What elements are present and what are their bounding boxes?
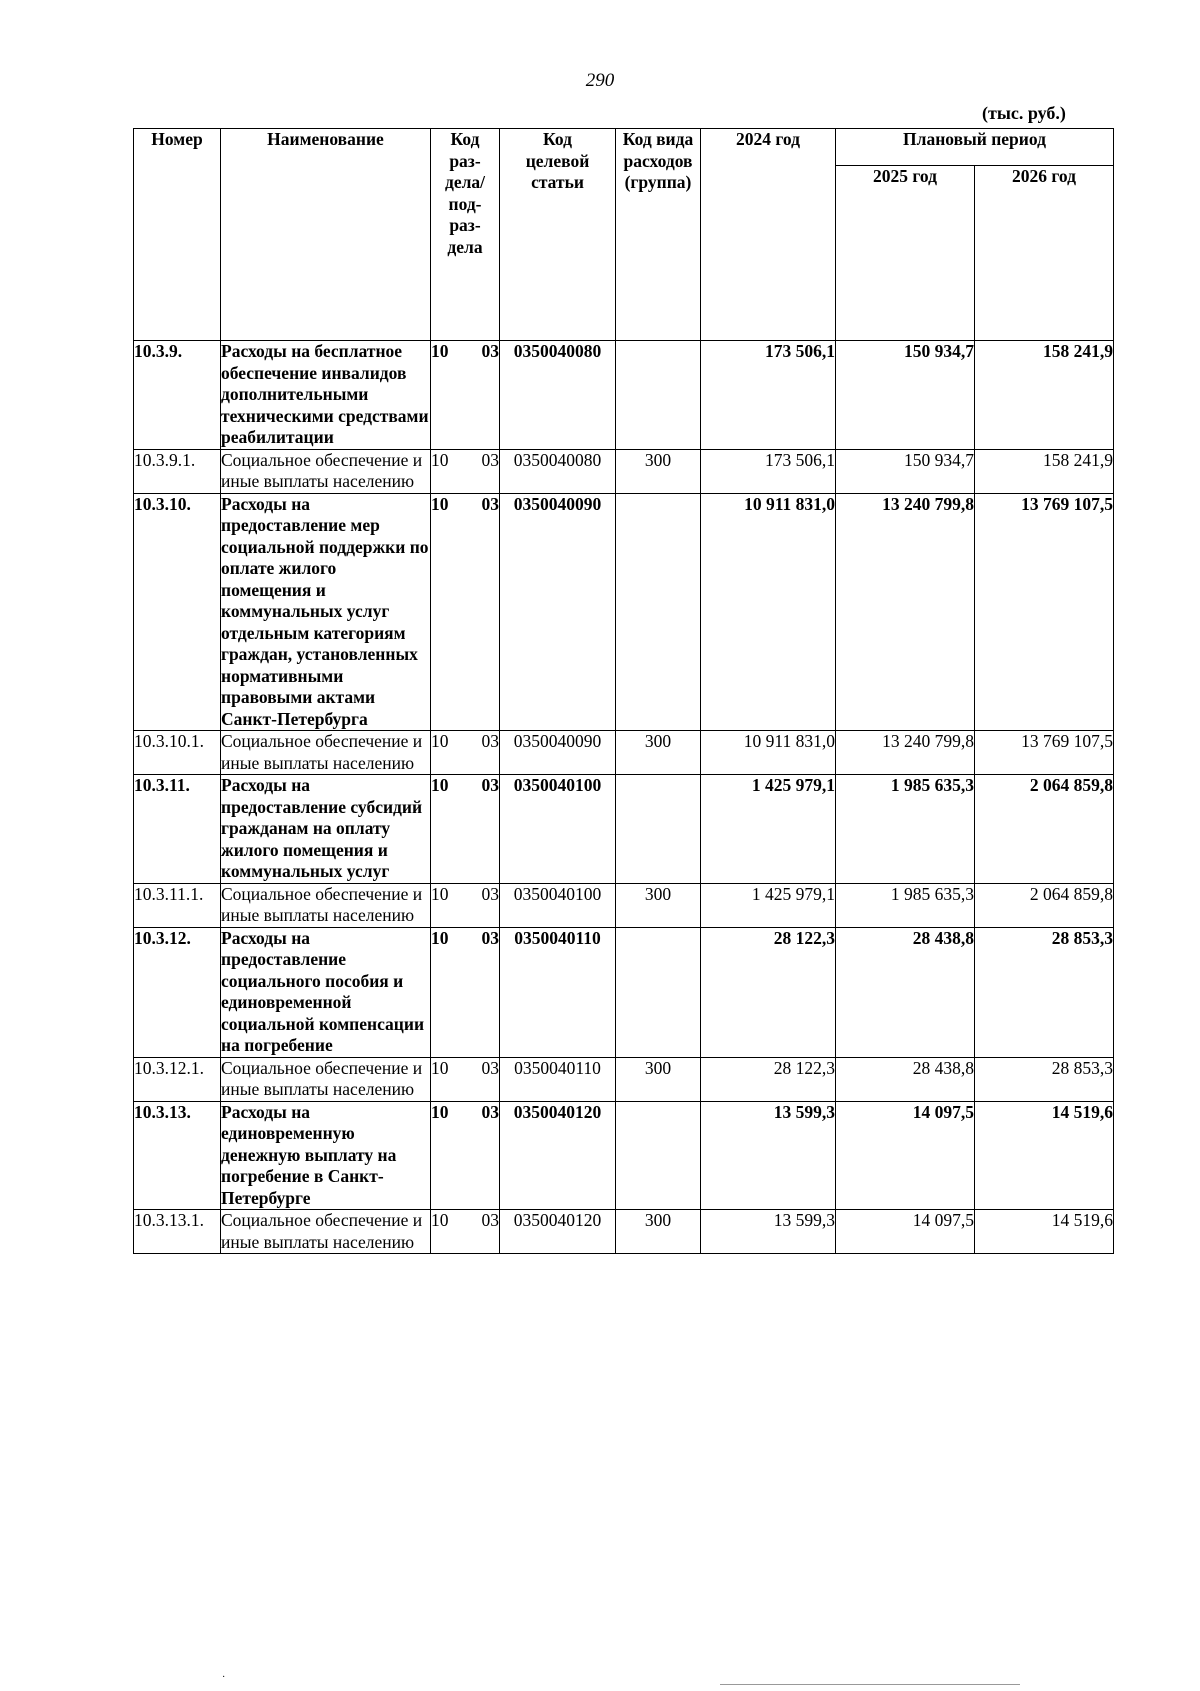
row-subsection: 03 (481, 775, 499, 795)
row-target-code: 0350040120 (500, 1210, 616, 1254)
row-name: Социальное обеспечение и иные выплаты населению (221, 731, 431, 775)
row-amount-2026: 28 853,3 (975, 1057, 1114, 1101)
table-body (134, 341, 1114, 1254)
row-amount-2025: 28 438,8 (836, 1057, 975, 1101)
row-amount-2025: 13 240 799,8 (836, 493, 975, 731)
row-expense-type (616, 341, 701, 450)
row-amount-2026: 158 241,9 (975, 449, 1114, 493)
row-amount-2026: 158 241,9 (975, 341, 1114, 450)
row-amount-2025: 14 097,5 (836, 1210, 975, 1254)
row-expense-type (616, 775, 701, 884)
row-target-code: 0350040120 (500, 1101, 616, 1210)
row-section: 10 (431, 493, 449, 514)
row-subsection: 03 (481, 449, 499, 470)
row-number: 10.3.9. (134, 341, 221, 450)
row-subsection: 03 (481, 927, 499, 948)
row-section-code (431, 775, 500, 884)
row-section-code (431, 1210, 500, 1254)
row-number: 10.3.10. (134, 493, 221, 731)
row-subsection: 03 (481, 731, 499, 751)
page-number: 290 (585, 70, 615, 91)
row-section: 10 (431, 1101, 449, 1122)
table-row (134, 883, 1114, 927)
row-amount-2025: 28 438,8 (836, 927, 975, 1057)
row-subsection: 03 (481, 883, 499, 904)
row-name: Расходы на единовременную денежную выплату на погребение в Санкт-Петербурге (221, 1101, 431, 1210)
row-section-code (431, 731, 500, 775)
header-planned-period: Плановый период (836, 129, 1114, 166)
footer-divider (720, 1684, 1020, 1685)
row-section-code (431, 883, 500, 927)
table-row (134, 449, 1114, 493)
row-target-code: 0350040110 (500, 927, 616, 1057)
row-subsection: 03 (481, 341, 499, 361)
row-name: Социальное обеспечение и иные выплаты населению (221, 1210, 431, 1254)
row-name: Расходы на бесплатное обеспечение инвалидов дополнительными техническими средствами реабилитации (221, 341, 429, 447)
row-section: 10 (431, 927, 449, 948)
row-subsection: 03 (481, 1057, 499, 1078)
row-expense-type (616, 493, 701, 731)
row-amount-2024: 1 425 979,1 (701, 775, 836, 884)
row-expense-type (616, 927, 701, 1057)
header-target-code: Код целевой статьи (500, 129, 616, 341)
row-expense-type: 300 (616, 883, 701, 927)
table-row (134, 1210, 1114, 1254)
row-amount-2024: 13 599,3 (701, 1101, 836, 1210)
table-row (134, 1101, 1114, 1210)
row-name: Социальное обеспечение и иные выплаты населению (221, 883, 431, 927)
row-amount-2024: 1 425 979,1 (701, 883, 836, 927)
row-target-code: 0350040090 (500, 493, 616, 731)
row-section-code (431, 341, 500, 450)
row-target-code: 0350040110 (500, 1057, 616, 1101)
row-amount-2024: 173 506,1 (701, 449, 836, 493)
table-row (134, 493, 1114, 731)
row-target-code: 0350040100 (500, 883, 616, 927)
units-label: (тыс. руб.) (982, 103, 1066, 123)
row-name: Расходы на предоставление мер социальной поддержки по оплате жилого помещения и коммунальных услуг отдельным категориям граждан, установленных нормативными правовыми актами Санкт-Петербурга (221, 493, 429, 729)
row-amount-2026: 14 519,6 (975, 1101, 1114, 1210)
header-name: Наименование (221, 129, 431, 341)
row-amount-2024: 28 122,3 (701, 1057, 836, 1101)
row-amount-2025: 1 985 635,3 (836, 883, 975, 927)
row-expense-type: 300 (616, 1210, 701, 1254)
row-expense-type: 300 (616, 449, 701, 493)
row-amount-2026: 13 769 107,5 (975, 493, 1114, 731)
row-target-code: 0350040100 (500, 775, 616, 884)
row-name: Социальное обеспечение и иные выплаты населению (221, 449, 431, 493)
table-row (134, 341, 1114, 450)
row-section: 10 (431, 775, 449, 795)
row-subsection: 03 (481, 493, 499, 514)
row-section-code (431, 927, 500, 1057)
row-number: 10.3.12.1. (134, 1057, 221, 1101)
scan-mark: · (222, 1672, 226, 1683)
row-section-code (431, 1101, 500, 1210)
budget-table (133, 128, 1114, 1254)
header-expense-type: Код вида расходов (группа) (616, 129, 701, 341)
row-section: 10 (431, 341, 449, 361)
row-amount-2026: 13 769 107,5 (975, 731, 1114, 775)
row-number: 10.3.11. (134, 775, 221, 884)
row-number: 10.3.11.1. (134, 883, 221, 927)
row-amount-2025: 13 240 799,8 (836, 731, 975, 775)
row-number: 10.3.13.1. (134, 1210, 221, 1254)
row-number: 10.3.13. (134, 1101, 221, 1210)
table-row (134, 1057, 1114, 1101)
row-amount-2025: 14 097,5 (836, 1101, 975, 1210)
row-section: 10 (431, 883, 449, 904)
table-row (134, 731, 1114, 775)
row-amount-2025: 1 985 635,3 (836, 775, 975, 884)
row-expense-type: 300 (616, 731, 701, 775)
row-name: Расходы на предоставление социального пособия и единовременной социальной компенсации на погребение (221, 927, 431, 1057)
row-section: 10 (431, 449, 449, 470)
row-number: 10.3.9.1. (134, 449, 221, 493)
header-year-2026: 2026 год (975, 166, 1114, 341)
row-section-code (431, 493, 500, 731)
row-amount-2026: 2 064 859,8 (975, 775, 1114, 884)
row-target-code: 0350040080 (500, 341, 616, 450)
row-name: Социальное обеспечение и иные выплаты населению (221, 1057, 431, 1101)
row-subsection: 03 (481, 1210, 499, 1230)
row-section-code (431, 1057, 500, 1101)
row-section: 10 (431, 1057, 449, 1078)
row-amount-2025: 150 934,7 (836, 449, 975, 493)
row-section: 10 (431, 731, 449, 751)
row-number: 10.3.10.1. (134, 731, 221, 775)
header-year-2025: 2025 год (836, 166, 975, 341)
row-section-code (431, 449, 500, 493)
row-amount-2024: 10 911 831,0 (701, 493, 836, 731)
row-target-code: 0350040080 (500, 449, 616, 493)
row-amount-2024: 28 122,3 (701, 927, 836, 1057)
row-amount-2024: 10 911 831,0 (701, 731, 836, 775)
row-section: 10 (431, 1210, 449, 1230)
row-amount-2024: 13 599,3 (701, 1210, 836, 1254)
header-year-2024: 2024 год (701, 129, 836, 341)
table-row (134, 927, 1114, 1057)
row-subsection: 03 (481, 1101, 499, 1122)
row-expense-type: 300 (616, 1057, 701, 1101)
row-target-code: 0350040090 (500, 731, 616, 775)
row-amount-2026: 2 064 859,8 (975, 883, 1114, 927)
header-row (134, 129, 1114, 166)
row-expense-type (616, 1101, 701, 1210)
row-amount-2026: 28 853,3 (975, 927, 1114, 1057)
row-number: 10.3.12. (134, 927, 221, 1057)
row-name: Расходы на предоставление субсидий гражданам на оплату жилого помещения и коммунальных услуг (221, 775, 431, 884)
header-number: Номер (134, 129, 221, 341)
table-row (134, 775, 1114, 884)
row-amount-2026: 14 519,6 (975, 1210, 1114, 1254)
header-section-code: Код раз-дела/ под-раз-дела (431, 129, 500, 341)
row-amount-2024: 173 506,1 (701, 341, 836, 450)
row-amount-2025: 150 934,7 (836, 341, 975, 450)
